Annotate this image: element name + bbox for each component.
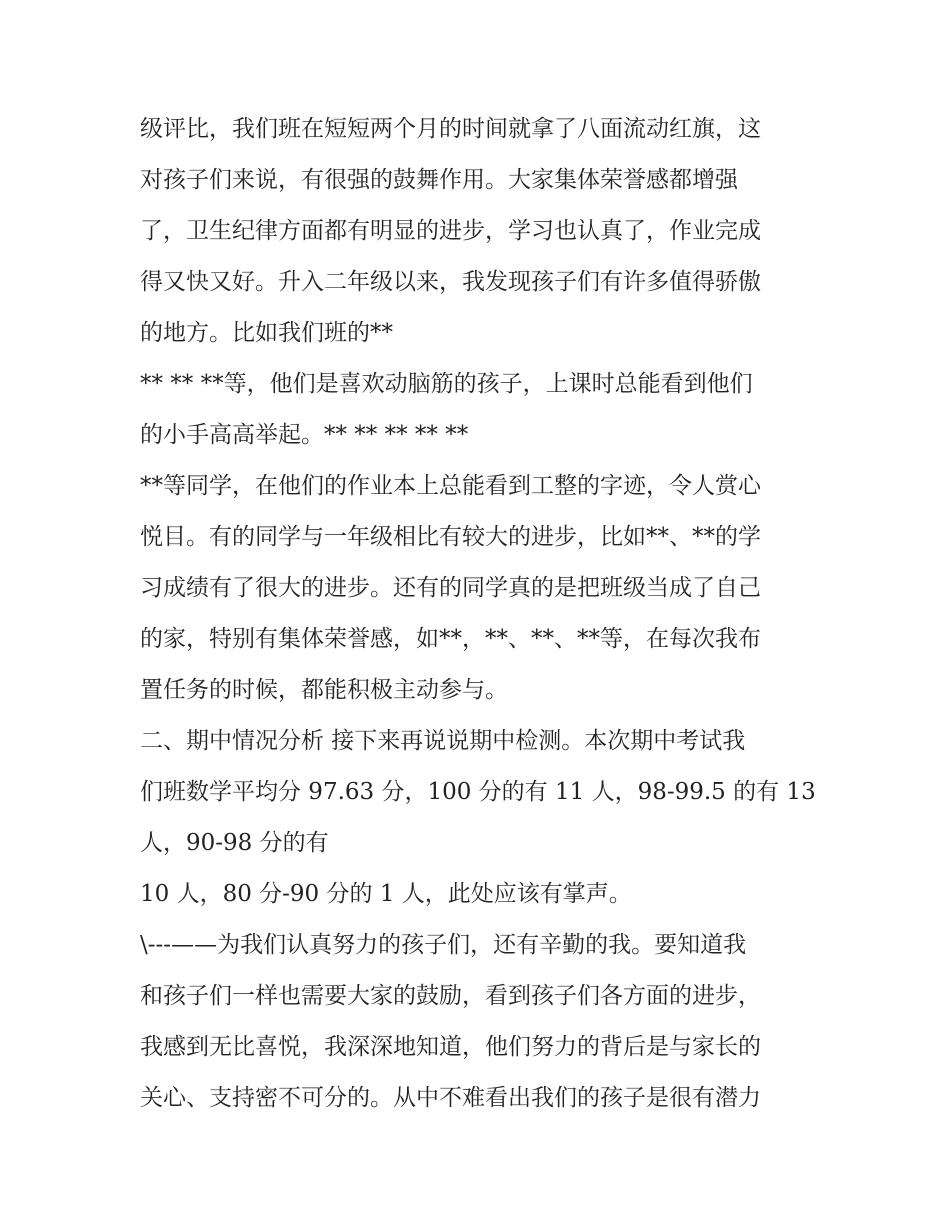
text-line: 和孩子们一样也需要大家的鼓励，看到孩子们各方面的进步， [140,983,761,1009]
text-line: 10 人，80 分-90 分的 1 人，此处应该有掌声。 [140,881,632,907]
text-line: 对孩子们来说，有很强的鼓舞作用。大家集体荣誉感都增强 [140,167,738,193]
text-line: \---——为我们认真努力的孩子们，还有辛勤的我。要知道我 [140,932,747,958]
text-line: ** ** **等，他们是喜欢动脑筋的孩子，上课时总能看到他们 [140,371,753,397]
text-line: 人，90-98 分的有 [140,830,329,856]
text-line: 们班数学平均分 97.63 分，100 分的有 11 人，98-99.5 的有 13 [140,779,816,805]
body-text [140,104,830,1124]
text-line: 关心、支持密不可分的。从中不难看出我们的孩子是很有潜力 [140,1085,761,1111]
text-line: 的家，特别有集体荣誉感，如**，**、**、**等，在每次我布 [140,626,761,652]
text-line: 的小手高高举起。** ** ** ** ** [140,422,469,448]
text-line: 的地方。比如我们班的** [140,320,393,346]
section-heading-line: 二、期中情况分析 接下来再说说期中检测。本次期中考试我 [140,728,746,754]
text-line: 习成绩有了很大的进步。还有的同学真的是把班级当成了自己 [140,575,761,601]
text-line: 我感到无比喜悦，我深深地知道，他们努力的背后是与家长的 [140,1034,761,1060]
text-line: 得又快又好。升入二年级以来，我发现孩子们有许多值得骄傲 [140,269,761,295]
text-line: 了，卫生纪律方面都有明显的进步，学习也认真了，作业完成 [140,218,761,244]
text-line: 级评比，我们班在短短两个月的时间就拿了八面流动红旗，这 [140,116,761,142]
text-line: 置任务的时候，都能积极主动参与。 [140,677,508,703]
text-line: **等同学，在他们的作业本上总能看到工整的字迹，令人赏心 [140,473,761,499]
text-line: 悦目。有的同学与一年级相比有较大的进步，比如**、**的学 [140,524,761,550]
